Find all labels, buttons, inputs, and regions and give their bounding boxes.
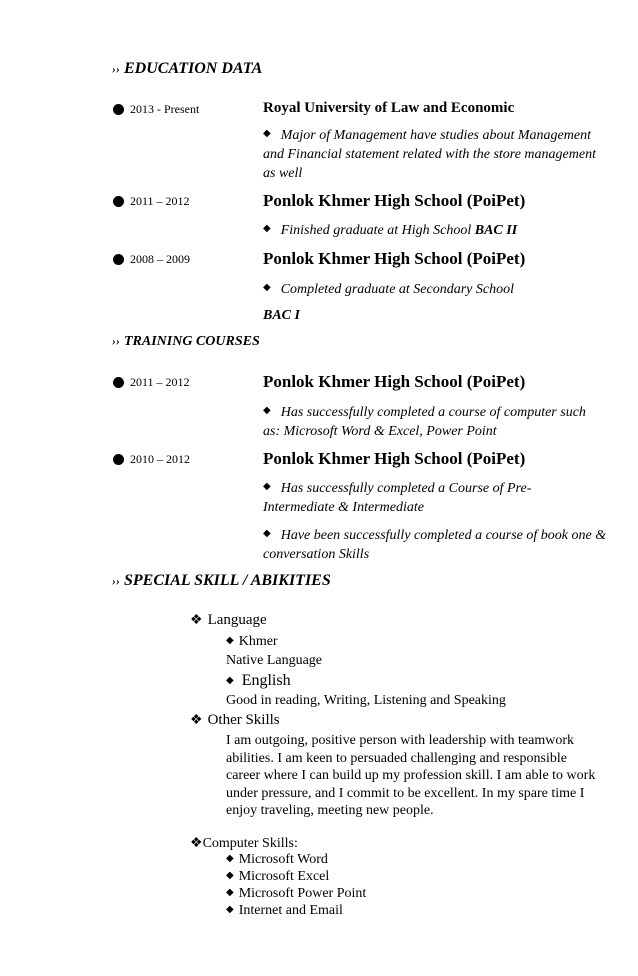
computer-skill-item: ◆ Microsoft Power Point	[226, 886, 367, 901]
diamond-bullet-icon: ◆	[226, 674, 234, 686]
training-date-1: 2011 – 2012	[113, 375, 190, 390]
training-date-2: 2010 – 2012	[113, 452, 190, 467]
diamond-bullet-icon: ◆	[226, 887, 234, 899]
computer-skill-item: ◆ Internet and Email	[226, 903, 343, 918]
section-marker-icon: ››	[112, 62, 120, 76]
education-detail-2: ◆ Finished graduate at High School BAC II	[263, 223, 518, 238]
bullet-icon	[113, 196, 124, 207]
diamond-bullet-icon: ◆	[263, 405, 271, 417]
skills-heading: ›› SPECIAL SKILL / ABIKITIES	[112, 572, 331, 589]
education-date-3: 2008 – 2009	[113, 252, 190, 267]
training-detail-1: ◆ Has successfully completed a course of computer such as: Microsoft Word & Excel, Power Point	[263, 405, 586, 440]
training-heading: ›› TRAINING COURSES	[112, 334, 260, 349]
diamond-bullet-icon: ◆	[263, 481, 271, 493]
skill-other-title: ❖ Other Skills	[190, 712, 280, 728]
diamond-bullet-icon: ◆	[263, 528, 271, 540]
diamond-bullet-icon: ◆	[226, 870, 234, 882]
training-detail-3: ◆ Have been successfully completed a course of book one & conversation Skills	[263, 528, 607, 563]
education-detail-3: ◆ Completed graduate at Secondary School	[263, 282, 514, 297]
skill-other-text: I am outgoing, positive person with leadership with teamwork abilities. I am keen to persuaded challenging and responsible career where I can build up my profession skill. I am able to work under pressure, and I commit to be excellent. In my spare time I enjoy traveling, meeting new people.	[226, 733, 596, 818]
computer-skill-item: ◆ Microsoft Word	[226, 852, 328, 867]
skill-english-desc: Good in reading, Writing, Listening and Speaking	[226, 693, 506, 708]
education-date-2: 2011 – 2012	[113, 194, 190, 209]
skill-computer-title: ❖Computer Skills:	[190, 836, 298, 851]
star-bullet-icon: ❖	[190, 713, 203, 728]
diamond-bullet-icon: ◆	[263, 282, 271, 294]
diamond-bullet-icon: ◆	[263, 128, 271, 140]
training-institution-1: Ponlok Khmer High School (PoiPet)	[263, 372, 526, 391]
diamond-bullet-icon: ◆	[226, 853, 234, 865]
skill-language-title: ❖ Language	[190, 612, 267, 628]
diamond-bullet-icon: ◆	[226, 635, 234, 647]
training-detail-2: ◆ Has successfully completed a Course of Pre-Intermediate & Intermediate	[263, 481, 532, 516]
computer-skill-item: ◆ Microsoft Excel	[226, 869, 330, 884]
education-institution-3: Ponlok Khmer High School (PoiPet)	[263, 249, 526, 268]
education-detail-1: ◆ Major of Management have studies about Management and Financial statement related with the store management as well	[263, 128, 596, 182]
training-institution-2: Ponlok Khmer High School (PoiPet)	[263, 449, 526, 468]
education-institution-1: Royal University of Law and Economic	[263, 100, 515, 116]
education-detail-3-bold: BAC I	[263, 308, 300, 323]
bullet-icon	[113, 104, 124, 115]
education-institution-2: Ponlok Khmer High School (PoiPet)	[263, 191, 526, 210]
bullet-icon	[113, 454, 124, 465]
star-bullet-icon: ❖	[190, 836, 203, 851]
skill-khmer-desc: Native Language	[226, 653, 323, 668]
bullet-icon	[113, 377, 124, 388]
education-date-1: 2013 - Present	[113, 102, 199, 117]
diamond-bullet-icon: ◆	[263, 223, 271, 235]
education-heading: ›› EDUCATION DATA	[112, 60, 263, 77]
skill-khmer: ◆ Khmer	[226, 634, 278, 649]
star-bullet-icon: ❖	[190, 613, 203, 628]
section-marker-icon: ››	[112, 574, 120, 588]
skill-english: ◆ English	[226, 672, 291, 689]
diamond-bullet-icon: ◆	[226, 904, 234, 916]
bullet-icon	[113, 254, 124, 265]
section-marker-icon: ››	[112, 334, 120, 348]
